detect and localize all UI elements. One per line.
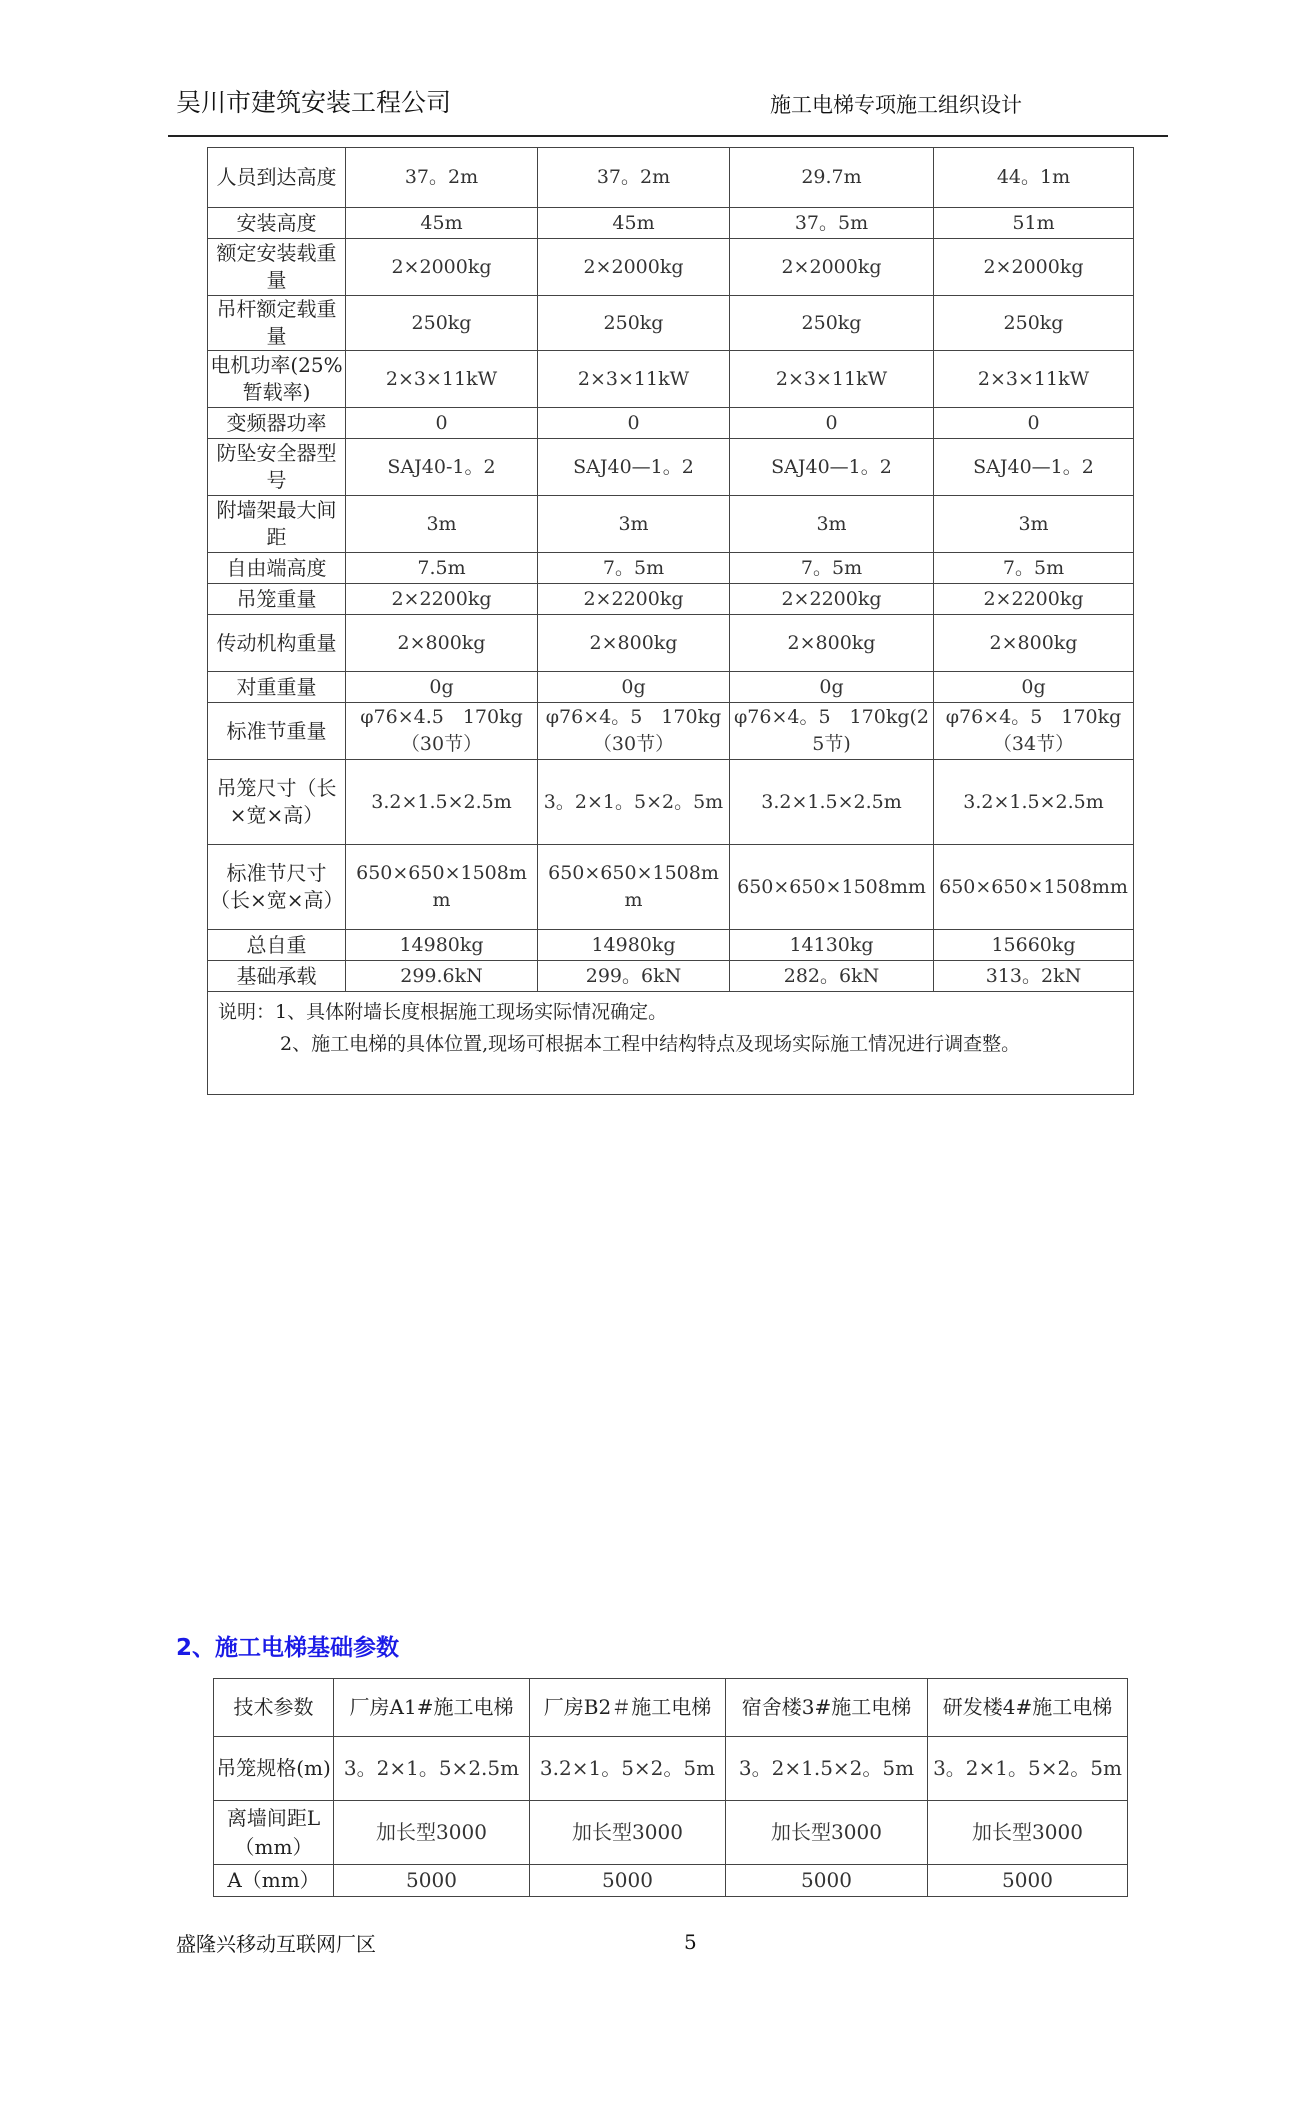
table-cell: 3。2×1。5×2。5m bbox=[928, 1737, 1128, 1801]
table-row bbox=[208, 615, 1134, 672]
table-cell: SAJ40—1。2 bbox=[538, 439, 730, 496]
table-cell: 2×2200kg bbox=[730, 584, 934, 615]
elevator-spec-table bbox=[207, 147, 1134, 1095]
table-cell: 313。2kN bbox=[934, 961, 1134, 992]
row-label: 吊笼重量 bbox=[208, 584, 346, 615]
table-cell: 0 bbox=[730, 408, 934, 439]
column-header: 技术参数 bbox=[214, 1679, 334, 1737]
row-label: 吊笼尺寸（长×宽×高） bbox=[208, 760, 346, 845]
table-cell: 3。2×1.5×2。5m bbox=[726, 1737, 928, 1801]
row-label: 防坠安全器型号 bbox=[208, 439, 346, 496]
row-label: 变频器功率 bbox=[208, 408, 346, 439]
table-cell: 2×3×11kW bbox=[730, 351, 934, 408]
table-cell: 0g bbox=[934, 672, 1134, 703]
table-cell: 650×650×1508mm bbox=[730, 845, 934, 930]
table-row bbox=[208, 930, 1134, 961]
table-cell: 14980kg bbox=[346, 930, 538, 961]
company-name: 吴川市建筑安装工程公司 bbox=[176, 88, 452, 117]
table-cell: 3。2×1。5×2.5m bbox=[334, 1737, 530, 1801]
table-cell: 3.2×1.5×2.5m bbox=[934, 760, 1134, 845]
table-cell: 7。5m bbox=[730, 553, 934, 584]
column-header: 厂房B2＃施工电梯 bbox=[530, 1679, 726, 1737]
table-cell: 2×2000kg bbox=[730, 239, 934, 296]
row-label: 人员到达高度 bbox=[208, 148, 346, 208]
table-cell: 250kg bbox=[538, 296, 730, 351]
table-row bbox=[208, 553, 1134, 584]
table-cell: 299。6kN bbox=[538, 961, 730, 992]
table-row bbox=[208, 961, 1134, 992]
table-cell: 44。1m bbox=[934, 148, 1134, 208]
row-label: A（mm） bbox=[214, 1865, 334, 1897]
table-cell: φ76×4.5 170kg（30节） bbox=[346, 703, 538, 760]
table-cell: 5000 bbox=[928, 1865, 1128, 1897]
table-cell: 加长型3000 bbox=[530, 1801, 726, 1865]
row-label: 吊杆额定载重量 bbox=[208, 296, 346, 351]
table-row bbox=[208, 239, 1134, 296]
table-cell: 2×3×11kW bbox=[346, 351, 538, 408]
foundation-table-body bbox=[214, 1737, 1128, 1897]
table-cell: 250kg bbox=[730, 296, 934, 351]
note-line-1: 说明：1、具体附墙长度根据施工现场实际情况确定。 bbox=[218, 1001, 668, 1023]
table-cell: 7.5m bbox=[346, 553, 538, 584]
table-cell: 29.7m bbox=[730, 148, 934, 208]
row-label: 总自重 bbox=[208, 930, 346, 961]
table-cell: 3.2×1.5×2.5m bbox=[730, 760, 934, 845]
table-cell: 282。6kN bbox=[730, 961, 934, 992]
table-cell: 3.2×1.5×2.5m bbox=[346, 760, 538, 845]
table-cell: 2×2000kg bbox=[934, 239, 1134, 296]
spec-table-body bbox=[208, 148, 1134, 992]
table-cell: 5000 bbox=[334, 1865, 530, 1897]
table-cell: φ76×4。5 170kg（34节） bbox=[934, 703, 1134, 760]
table-cell: 5000 bbox=[726, 1865, 928, 1897]
table-note-cell bbox=[208, 992, 1134, 1095]
table-cell: 5000 bbox=[530, 1865, 726, 1897]
table-cell: 7。5m bbox=[934, 553, 1134, 584]
row-label: 离墙间距L（mm） bbox=[214, 1801, 334, 1865]
table-cell: 0 bbox=[346, 408, 538, 439]
table-row bbox=[208, 845, 1134, 930]
table-cell: 2×800kg bbox=[934, 615, 1134, 672]
table-row bbox=[208, 296, 1134, 351]
table-cell: φ76×4。5 170kg（30节） bbox=[538, 703, 730, 760]
row-label: 自由端高度 bbox=[208, 553, 346, 584]
table-cell: 2×2000kg bbox=[346, 239, 538, 296]
table-cell: 加长型3000 bbox=[928, 1801, 1128, 1865]
document-title: 施工电梯专项施工组织设计 bbox=[770, 93, 1022, 117]
table-row bbox=[208, 351, 1134, 408]
table-cell: SAJ40—1。2 bbox=[730, 439, 934, 496]
table-cell: 37。5m bbox=[730, 208, 934, 239]
table-cell: 2×3×11kW bbox=[934, 351, 1134, 408]
row-label: 安装高度 bbox=[208, 208, 346, 239]
table-cell: 2×2000kg bbox=[538, 239, 730, 296]
row-label: 吊笼规格(m) bbox=[214, 1737, 334, 1801]
table-cell: 0 bbox=[934, 408, 1134, 439]
row-label: 电机功率(25%暂载率) bbox=[208, 351, 346, 408]
row-label: 标准节重量 bbox=[208, 703, 346, 760]
table-cell: 2×2200kg bbox=[538, 584, 730, 615]
foundation-table-header bbox=[214, 1679, 1128, 1737]
column-header: 研发楼4#施工电梯 bbox=[928, 1679, 1128, 1737]
page-number: 5 bbox=[684, 1930, 697, 1954]
row-label: 附墙架最大间距 bbox=[208, 496, 346, 553]
table-cell: 51m bbox=[934, 208, 1134, 239]
table-row bbox=[208, 496, 1134, 553]
table-row bbox=[208, 148, 1134, 208]
table-cell: 15660kg bbox=[934, 930, 1134, 961]
table-cell: 14130kg bbox=[730, 930, 934, 961]
table-row bbox=[208, 672, 1134, 703]
table-row bbox=[208, 208, 1134, 239]
table-cell: 2×800kg bbox=[730, 615, 934, 672]
table-cell: 45m bbox=[538, 208, 730, 239]
table-cell: SAJ40—1。2 bbox=[934, 439, 1134, 496]
table-cell: 3m bbox=[934, 496, 1134, 553]
table-cell: 加长型3000 bbox=[334, 1801, 530, 1865]
table-cell: 650×650×1508mm bbox=[346, 845, 538, 930]
table-row bbox=[208, 760, 1134, 845]
table-cell: 650×650×1508mm bbox=[934, 845, 1134, 930]
table-cell: 3m bbox=[346, 496, 538, 553]
table-cell: 加长型3000 bbox=[726, 1801, 928, 1865]
table-cell: 2×3×11kW bbox=[538, 351, 730, 408]
table-cell: 45m bbox=[346, 208, 538, 239]
table-cell: 650×650×1508mm bbox=[538, 845, 730, 930]
table-cell: 3.2×1。5×2。5m bbox=[530, 1737, 726, 1801]
table-cell: 37。2m bbox=[346, 148, 538, 208]
table-cell: 0g bbox=[538, 672, 730, 703]
footer-project: 盛隆兴移动互联网厂区 bbox=[176, 1932, 376, 1956]
table-cell: 2×2200kg bbox=[346, 584, 538, 615]
table-cell: 3。2×1。5×2。5m bbox=[538, 760, 730, 845]
row-label: 标准节尺寸（长×宽×高） bbox=[208, 845, 346, 930]
table-cell: 7。5m bbox=[538, 553, 730, 584]
table-row bbox=[208, 584, 1134, 615]
spec-table-notes bbox=[208, 992, 1134, 1095]
table-cell: 0g bbox=[730, 672, 934, 703]
table-cell: 0g bbox=[346, 672, 538, 703]
table-row bbox=[208, 439, 1134, 496]
table-cell: 2×800kg bbox=[538, 615, 730, 672]
table-cell: 14980kg bbox=[538, 930, 730, 961]
table-row bbox=[208, 408, 1134, 439]
foundation-params-table bbox=[213, 1678, 1128, 1897]
column-header: 宿舍楼3#施工电梯 bbox=[726, 1679, 928, 1737]
table-cell: 37。2m bbox=[538, 148, 730, 208]
note-line-2: 2、施工电梯的具体位置,现场可根据本工程中结构特点及现场实际施工情况进行调查整。 bbox=[280, 1033, 1021, 1055]
row-label: 传动机构重量 bbox=[208, 615, 346, 672]
table-row bbox=[208, 703, 1134, 760]
header-divider bbox=[168, 135, 1168, 137]
table-cell: 250kg bbox=[346, 296, 538, 351]
table-cell: 299.6kN bbox=[346, 961, 538, 992]
column-header: 厂房A1#施工电梯 bbox=[334, 1679, 530, 1737]
row-label: 基础承载 bbox=[208, 961, 346, 992]
row-label: 对重重量 bbox=[208, 672, 346, 703]
table-row bbox=[214, 1865, 1128, 1897]
table-cell: 0 bbox=[538, 408, 730, 439]
table-cell: 250kg bbox=[934, 296, 1134, 351]
table-cell: 3m bbox=[538, 496, 730, 553]
section-heading: 2、施工电梯基础参数 bbox=[176, 1635, 400, 1661]
table-cell: 2×800kg bbox=[346, 615, 538, 672]
row-label: 额定安装载重量 bbox=[208, 239, 346, 296]
table-row bbox=[214, 1801, 1128, 1865]
table-cell: φ76×4。5 170kg(25节) bbox=[730, 703, 934, 760]
table-cell: 3m bbox=[730, 496, 934, 553]
table-row bbox=[214, 1737, 1128, 1801]
table-cell: SAJ40-1。2 bbox=[346, 439, 538, 496]
table-cell: 2×2200kg bbox=[934, 584, 1134, 615]
